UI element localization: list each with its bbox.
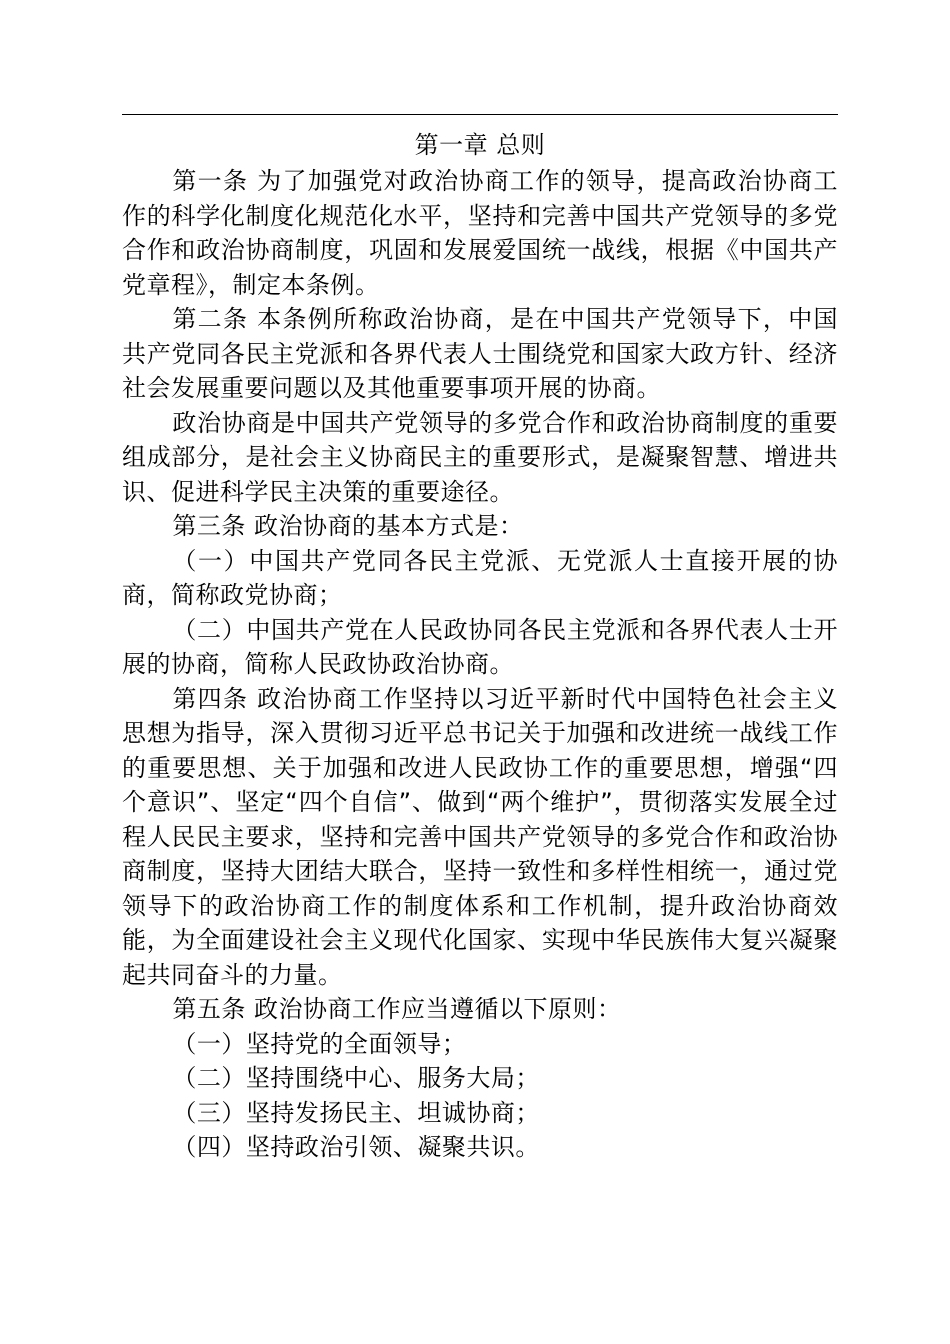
article-5-paragraph: 第五条 政治协商工作应当遵循以下原则： [172, 995, 622, 1023]
article-2-paragraph: 第二条 本条例所称政治协商，是在中国共产党领导下，中国共产党同各民主党派和各界代表人士围绕党和国家大政方针、经济社会发展重要问题以及其他重要事项开展的协商。 [122, 305, 838, 402]
article-1-paragraph: 第一条 为了加强党对政治协商工作的领导，提高政治协商工作的科学化制度化规范化水平，坚持和完善中国共产党领导的多党合作和政治协商制度，巩固和发展爱国统一战线，根据《中国共产党章程》，制定本条例。 [122, 167, 838, 299]
article-5-item-2: （二）坚持围绕中心、服务大局； [172, 1064, 540, 1092]
chapter-title: 第一章 总则 [414, 131, 546, 159]
document-body [122, 126, 838, 1165]
article-5-item-3: （三）坚持发扬民主、坦诚协商； [172, 1098, 540, 1127]
article-3-item-1: （一）中国共产党同各民主党派、无党派人士直接开展的协商，简称政党协商； [122, 546, 838, 609]
header-rule [122, 114, 838, 115]
article-5-item-1: （一）坚持党的全面领导； [172, 1029, 467, 1058]
article-5-item-4: （四）坚持政治引领、凝聚共识。 [172, 1133, 540, 1161]
article-3-item-2: （二）中国共产党在人民政协同各民主党派和各界代表人士开展的协商，简称人民政协政治协商。 [122, 615, 838, 678]
article-4-paragraph: 第四条 政治协商工作坚持以习近平新时代中国特色社会主义思想为指导，深入贯彻习近平总书记关于加强和改进统一战线工作的重要思想、关于加强和改进人民政协工作的重要思想，增强“四个意识”、坚定“四个自信”、做到“两个维护”，贯彻落实发展全过程人民民主要求，坚持和完善中国共产党领导的多党合作和政治协商制度，坚持大团结大联合，坚持一致性和多样性相统一，通过党领导下的政治协商工作的制度体系和工作机制，提升政治协商效能，为全面建设社会主义现代化国家、实现中华民族伟大复兴凝聚起共同奋斗的力量。 [122, 684, 838, 989]
article-2-continuation-paragraph: 政治协商是中国共产党领导的多党合作和政治协商制度的重要组成部分，是社会主义协商民主的重要形式，是凝聚智慧、增进共识、促进科学民主决策的重要途径。 [122, 408, 838, 506]
article-3-paragraph: 第三条 政治协商的基本方式是： [172, 512, 524, 540]
